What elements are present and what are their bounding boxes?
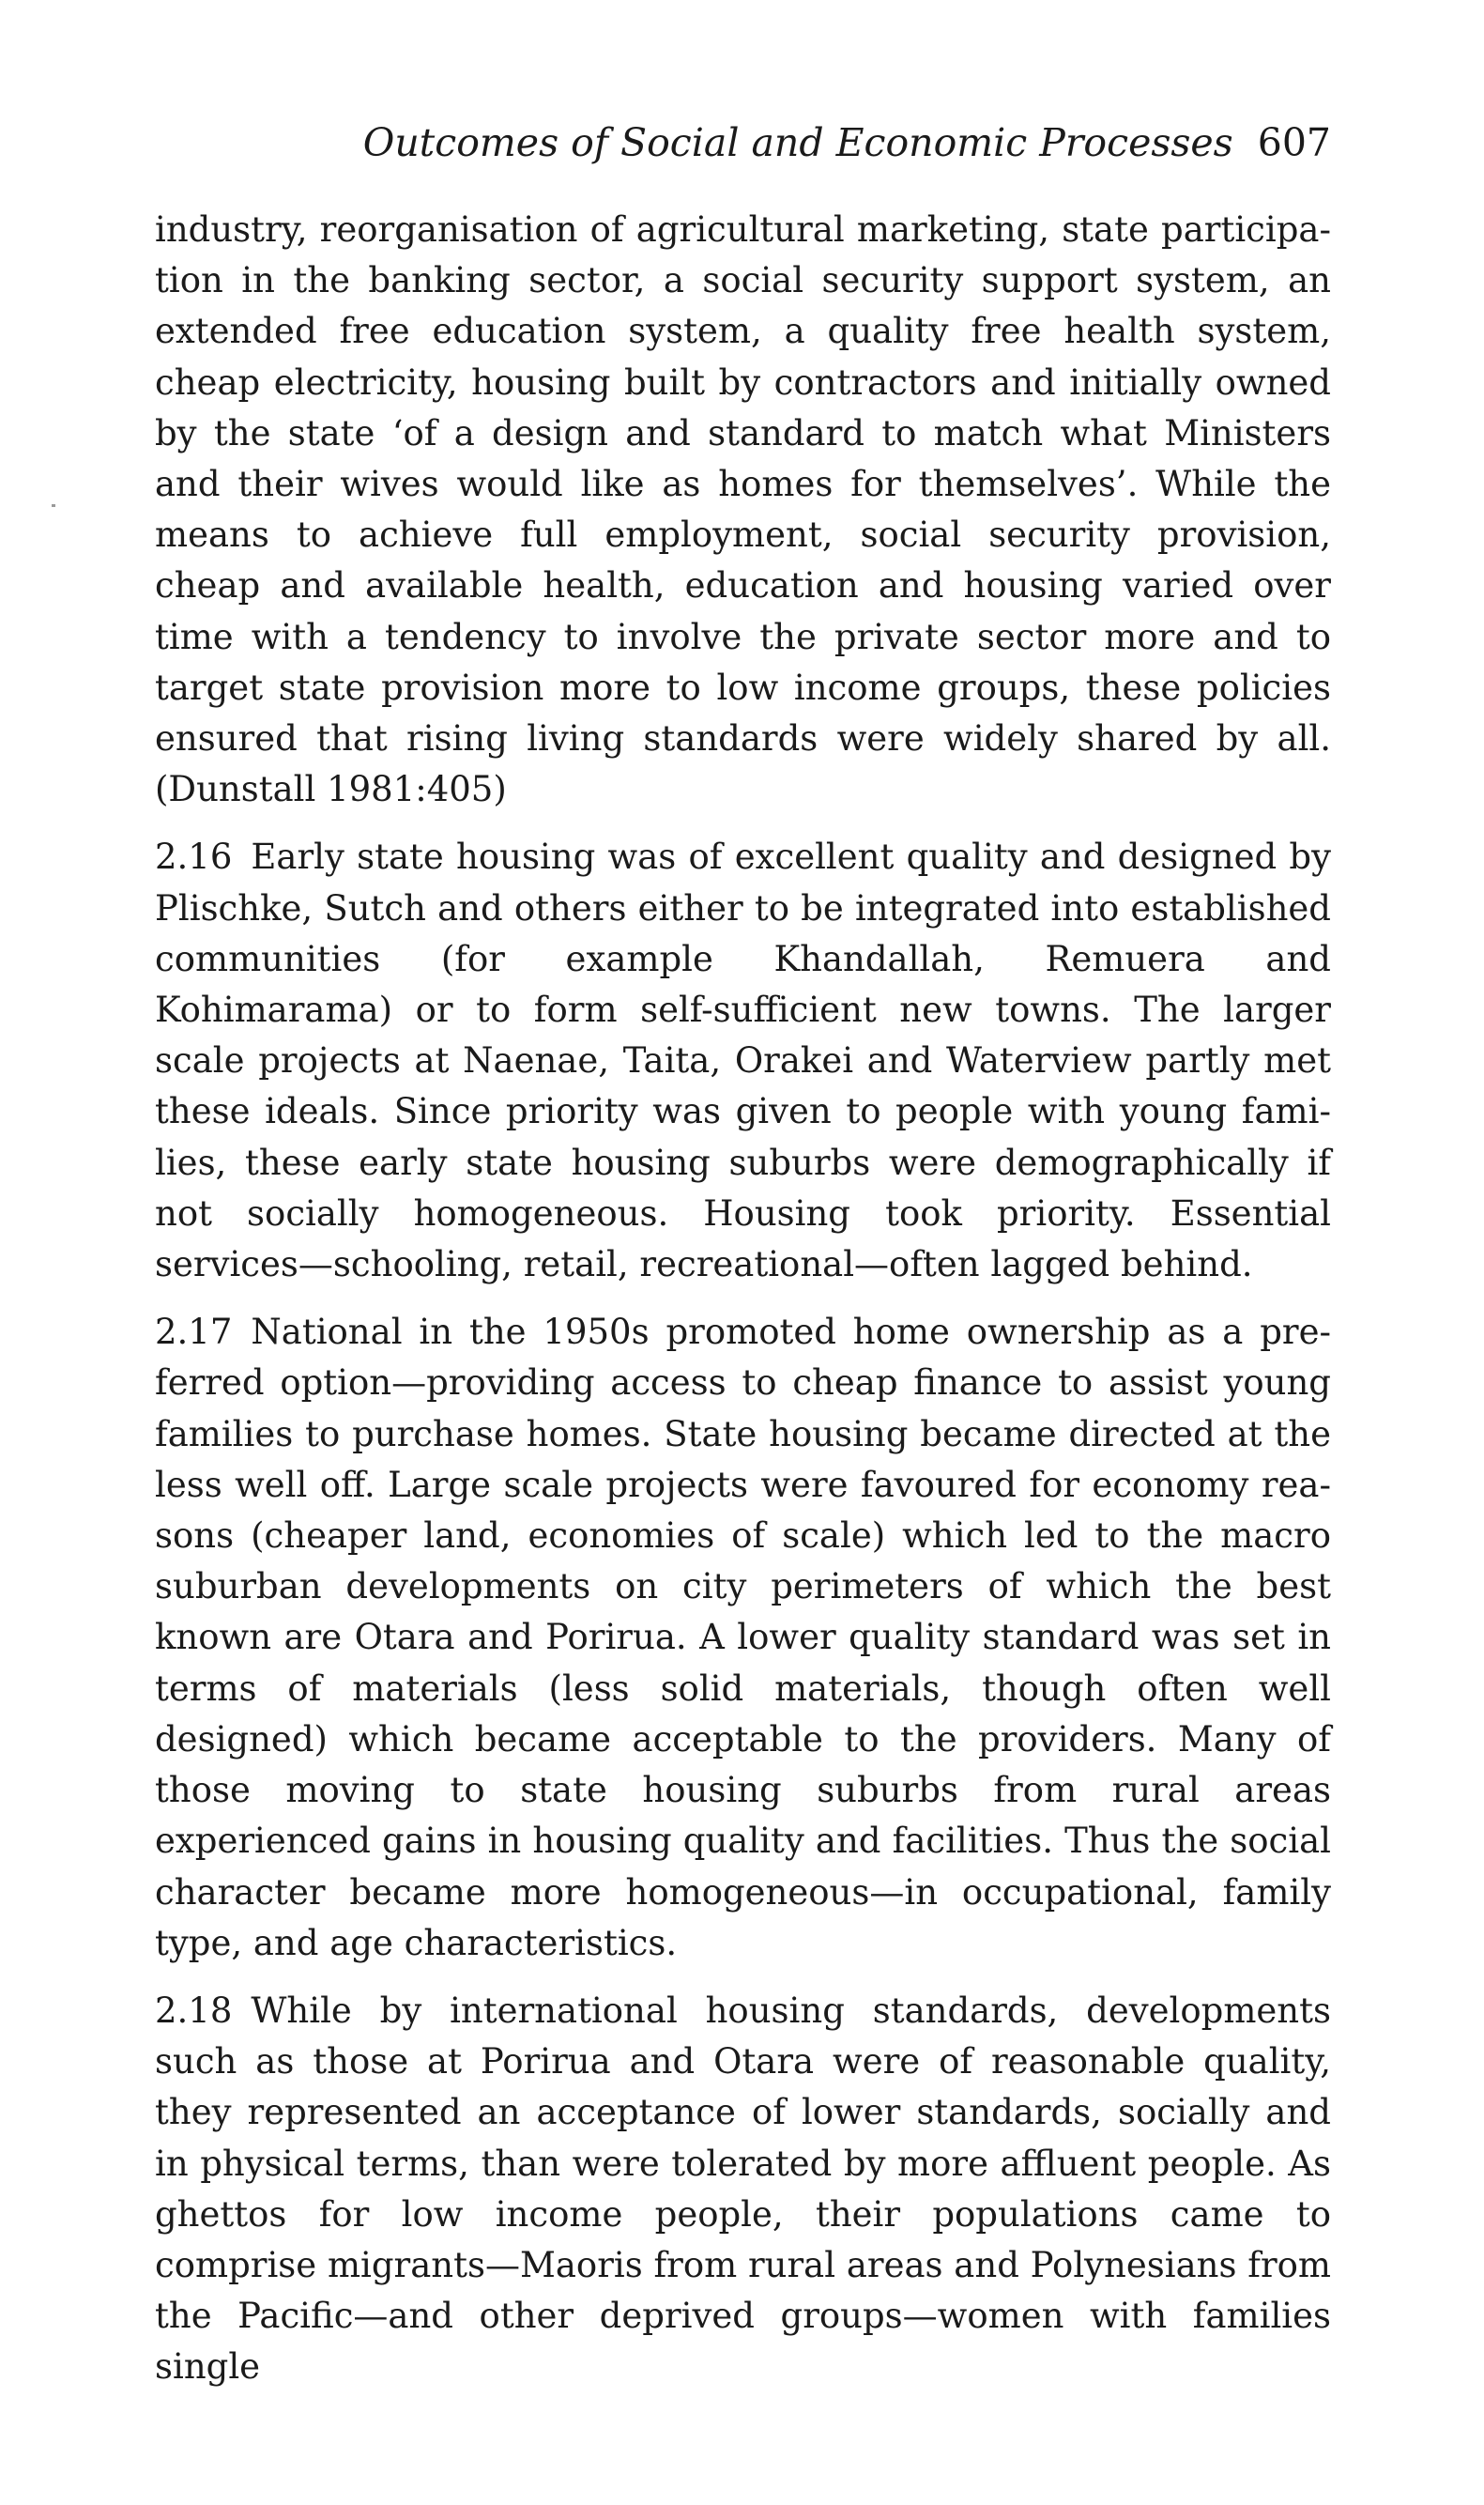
paragraph-text: Early state housing was of excellent quality and designed by Plischke, Sutch and others either to be integrated into established communities (for example Khandallah, Remuera and Kohimarama) or to form self-sufficient new towns. The larger scale projects at Naenae, Taita, Orakei and Waterview partly met these ideals. Since priority was given to people with young families, these early state housing suburbs were demographically if not socially homogeneous. Housing took priority. Essential services—schooling, retail, recreational—often lagged behind.	[155, 837, 1331, 1285]
paragraph-2-17	[155, 1307, 1331, 1969]
paragraph-text: industry, reorganisation of agricultural marketing, state participation in the banking sector, a social security support system, an extended free education system, a quality free health system, cheap electricity, housing built by contractors and initially owned by the state ‘of a design and standard to match what Ministers and their wives would like as homes for themselves’. While the means to achieve full employment, social security provision, cheap and available health, education and housing varied over time with a tendency to involve the private sector more and to target state provision more to low income groups, these policies ensured that rising living standards were widely shared by all. (Dunstall 1981:405)	[155, 209, 1331, 810]
paragraph-continued	[155, 205, 1331, 815]
margin-speck	[52, 504, 55, 507]
paragraph-2-18	[155, 1986, 1331, 2393]
paragraph-number: 2.17	[155, 1312, 233, 1353]
paragraph-2-16	[155, 832, 1331, 1290]
body-text	[155, 205, 1331, 2393]
running-head	[155, 120, 1331, 165]
paragraph-number: 2.16	[155, 837, 233, 878]
paragraph-number: 2.18	[155, 1990, 233, 2031]
paragraph-text: National in the 1950s promoted home ownership as a preferred option—providing access to cheap finance to assist young families to purchase homes. State housing became directed at the less well off. Large scale projects were favoured for economy reasons (cheaper land, economies of scale) which led to the macro suburban developments on city perimeters of which the best known are Otara and Porirua. A lower quality standard was set in terms of materials (less solid materials, though often well designed) which became acceptable to the providers. Many of those moving to state housing suburbs from rural areas experienced gains in housing quality and facilities. Thus the social character became more homogeneous—in occupational, family type, and age characteristics.	[155, 1312, 1331, 1963]
running-head-title: Outcomes of Social and Economic Processes	[362, 120, 1233, 165]
paragraph-text: While by international housing standards, developments such as those at Porirua and Otara were of reasonable quality, they represented an acceptance of lower standards, socially and in physical terms, than were tolerated by more affluent people. As ghettos for low income people, their populations came to comprise migrants—Maoris from rural areas and Polynesians from the Pacific—and other deprived groups—women with families single	[155, 1990, 1331, 2388]
page-number: 607	[1257, 120, 1331, 165]
